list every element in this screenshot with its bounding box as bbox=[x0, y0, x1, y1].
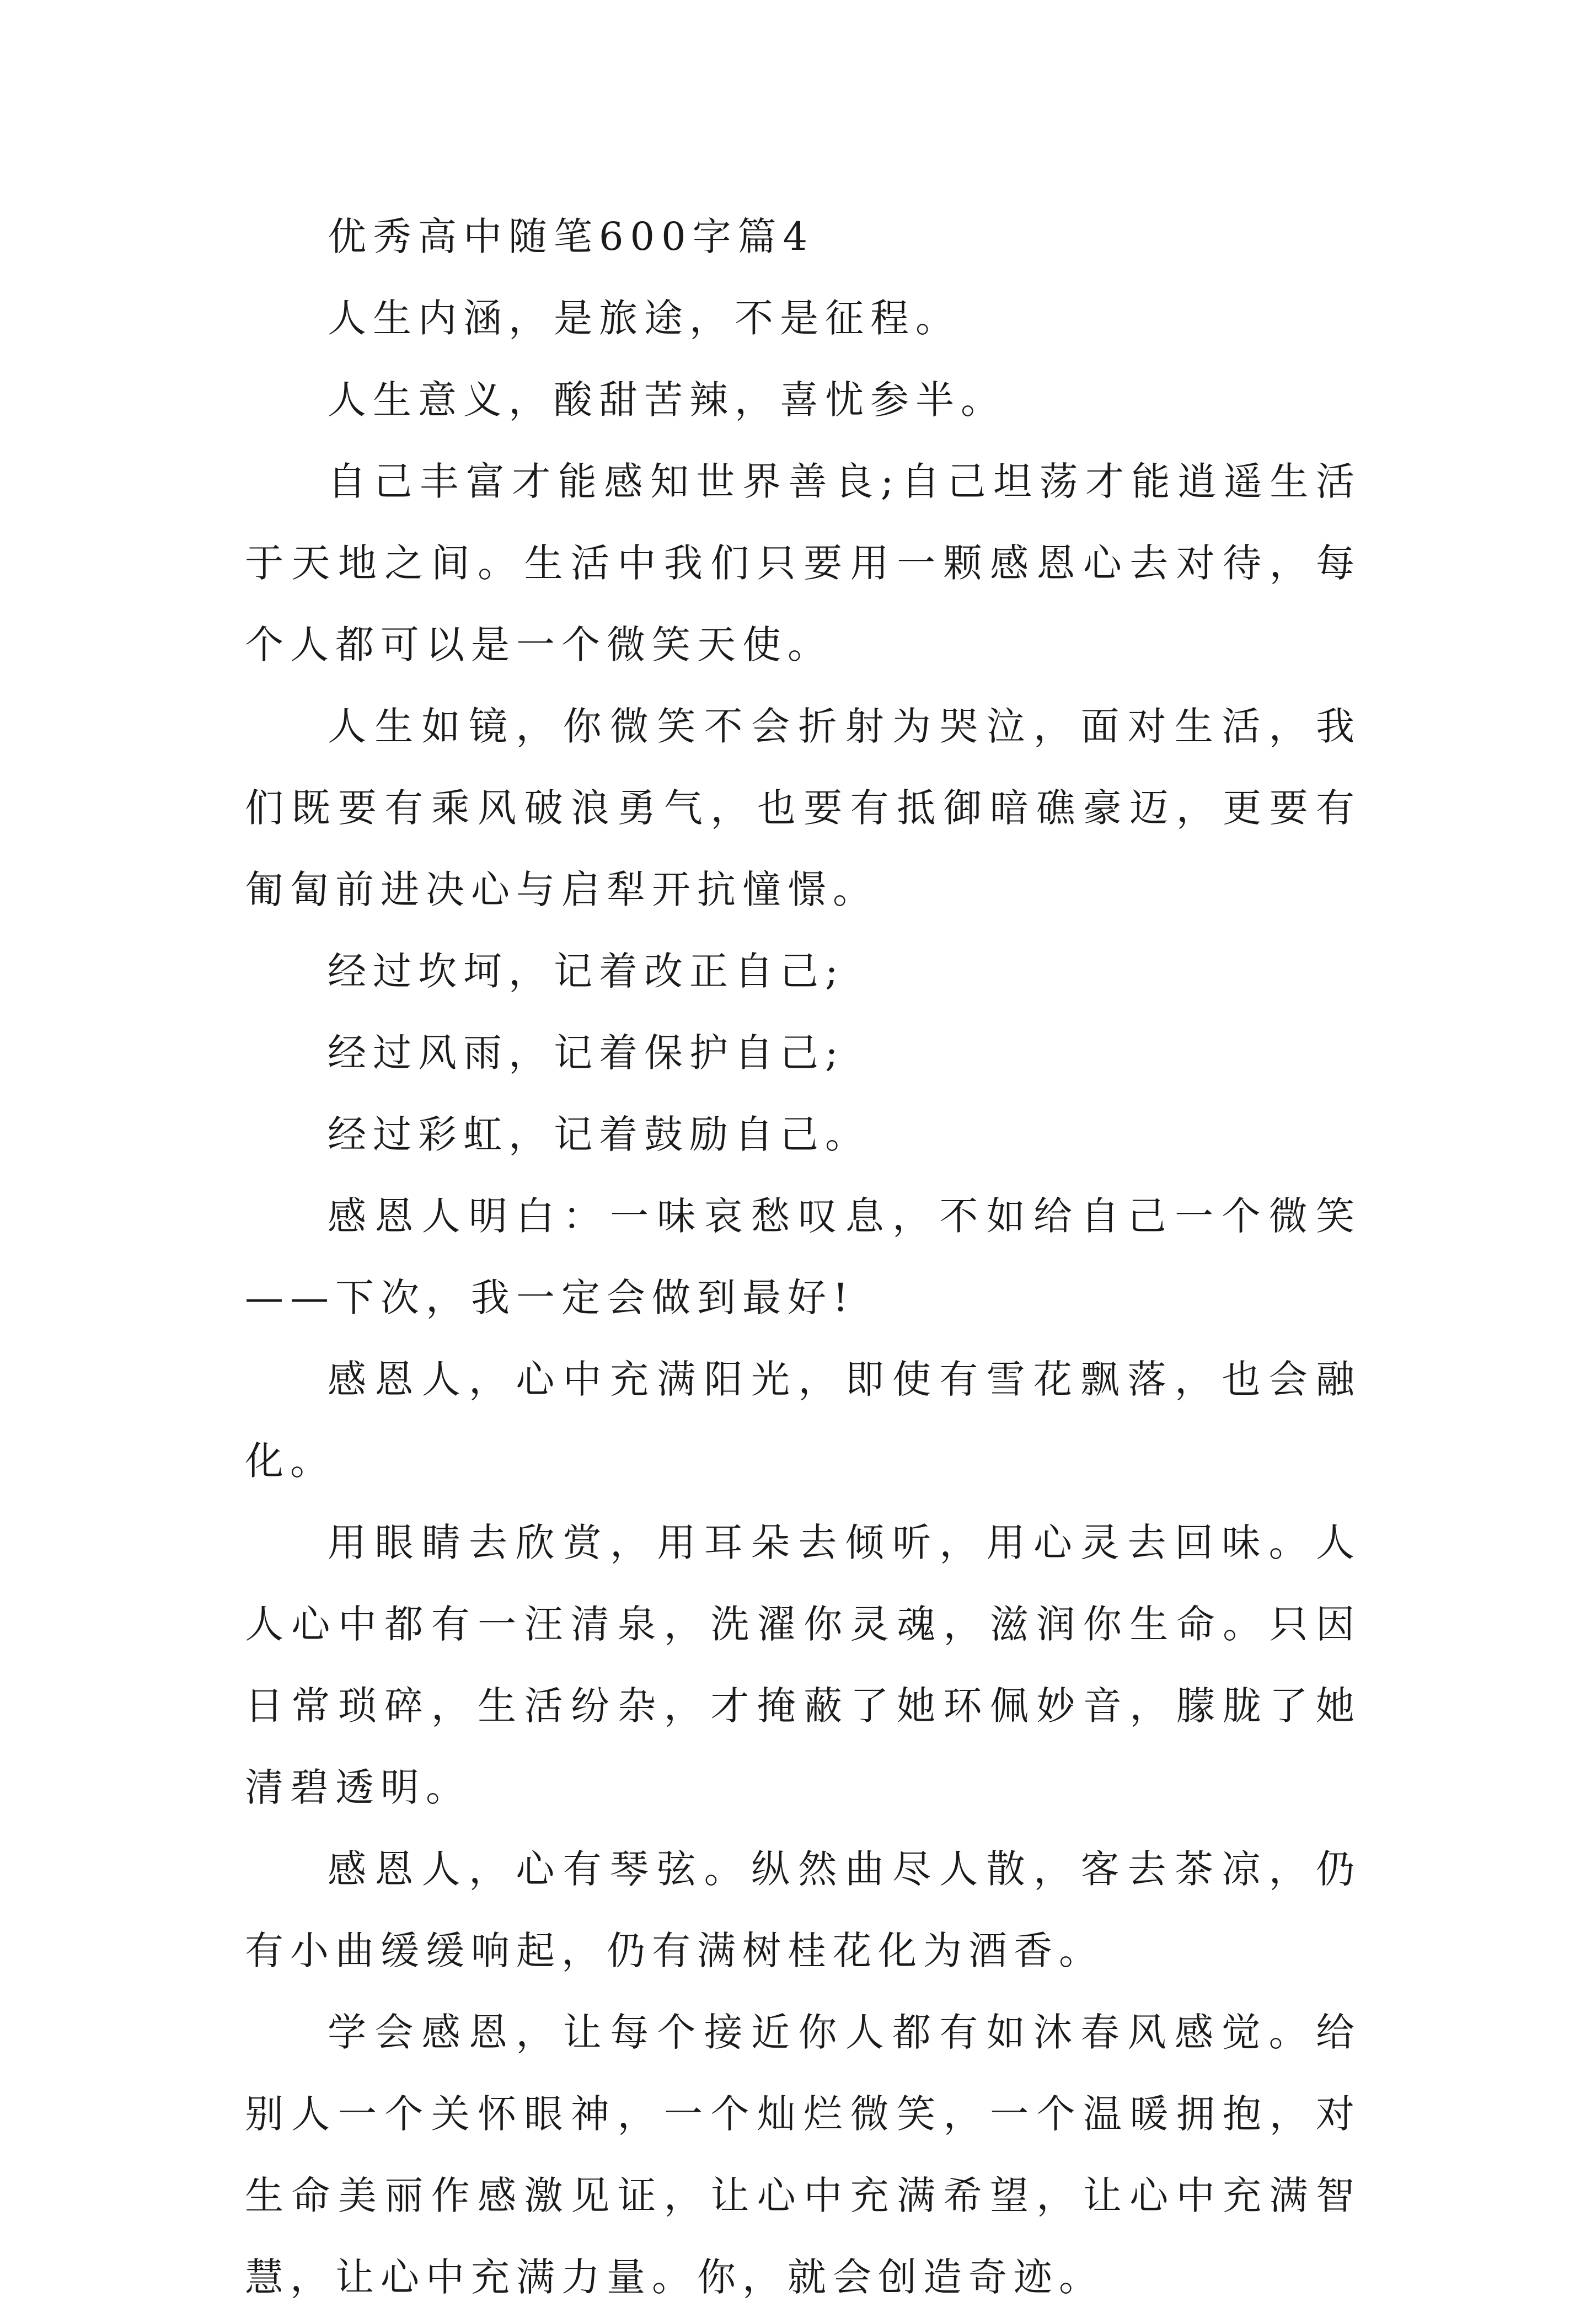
paragraph: 用眼睛去欣赏，用耳朵去倾听，用心灵去回味。人人心中都有一汪清泉，洗濯你灵魂，滋润你生命。只因日常琐碎，生活纷杂，才掩蔽了她环佩妙音，朦胧了她清碧透明。 bbox=[245, 1520, 1361, 1810]
paragraph: 经过彩虹，记着鼓励自己。 bbox=[328, 1112, 870, 1157]
paragraph: 感恩人，心中充满阳光，即使有雪花飘落，也会融化。 bbox=[245, 1357, 1361, 1484]
paragraph: 自己丰富才能感知世界善良;自己坦荡才能逍遥生活于天地之间。生活中我们只要用一颗感恩心去对待，每个人都可以是一个微笑天使。 bbox=[245, 459, 1361, 667]
document-title: 优秀高中随笔600字篇4 bbox=[328, 214, 815, 259]
paragraph: 人生如镜，你微笑不会折射为哭泣，面对生活，我们既要有乘风破浪勇气，也要有抵御暗礁豪迈，更要有匍匐前进决心与启犁开抗憧憬。 bbox=[245, 704, 1361, 912]
paragraph: 经过坎坷，记着改正自己; bbox=[328, 949, 845, 994]
paragraph: 感恩人明白：一味哀愁叹息，不如给自己一个微笑——下次，我一定会做到最好! bbox=[245, 1193, 1361, 1320]
paragraph: 经过风雨，记着保护自己; bbox=[328, 1030, 845, 1075]
paragraph: 人生内涵，是旅途，不是征程。 bbox=[328, 296, 961, 341]
document-body bbox=[245, 196, 1361, 2318]
paragraph: 人生意义，酸甜苦辣，喜忧参半。 bbox=[328, 377, 1006, 422]
paragraph: 感恩人，心有琴弦。纵然曲尽人散，客去茶凉，仍有小曲缓缓响起，仍有满树桂花化为酒香。 bbox=[245, 1846, 1361, 1973]
paragraph: 学会感恩，让每个接近你人都有如沐春风感觉。给别人一个关怀眼神，一个灿烂微笑，一个温暖拥抱，对生命美丽作感激见证，让心中充满希望，让心中充满智慧，让心中充满力量。你，就会创造奇迹。 bbox=[245, 2010, 1361, 2300]
